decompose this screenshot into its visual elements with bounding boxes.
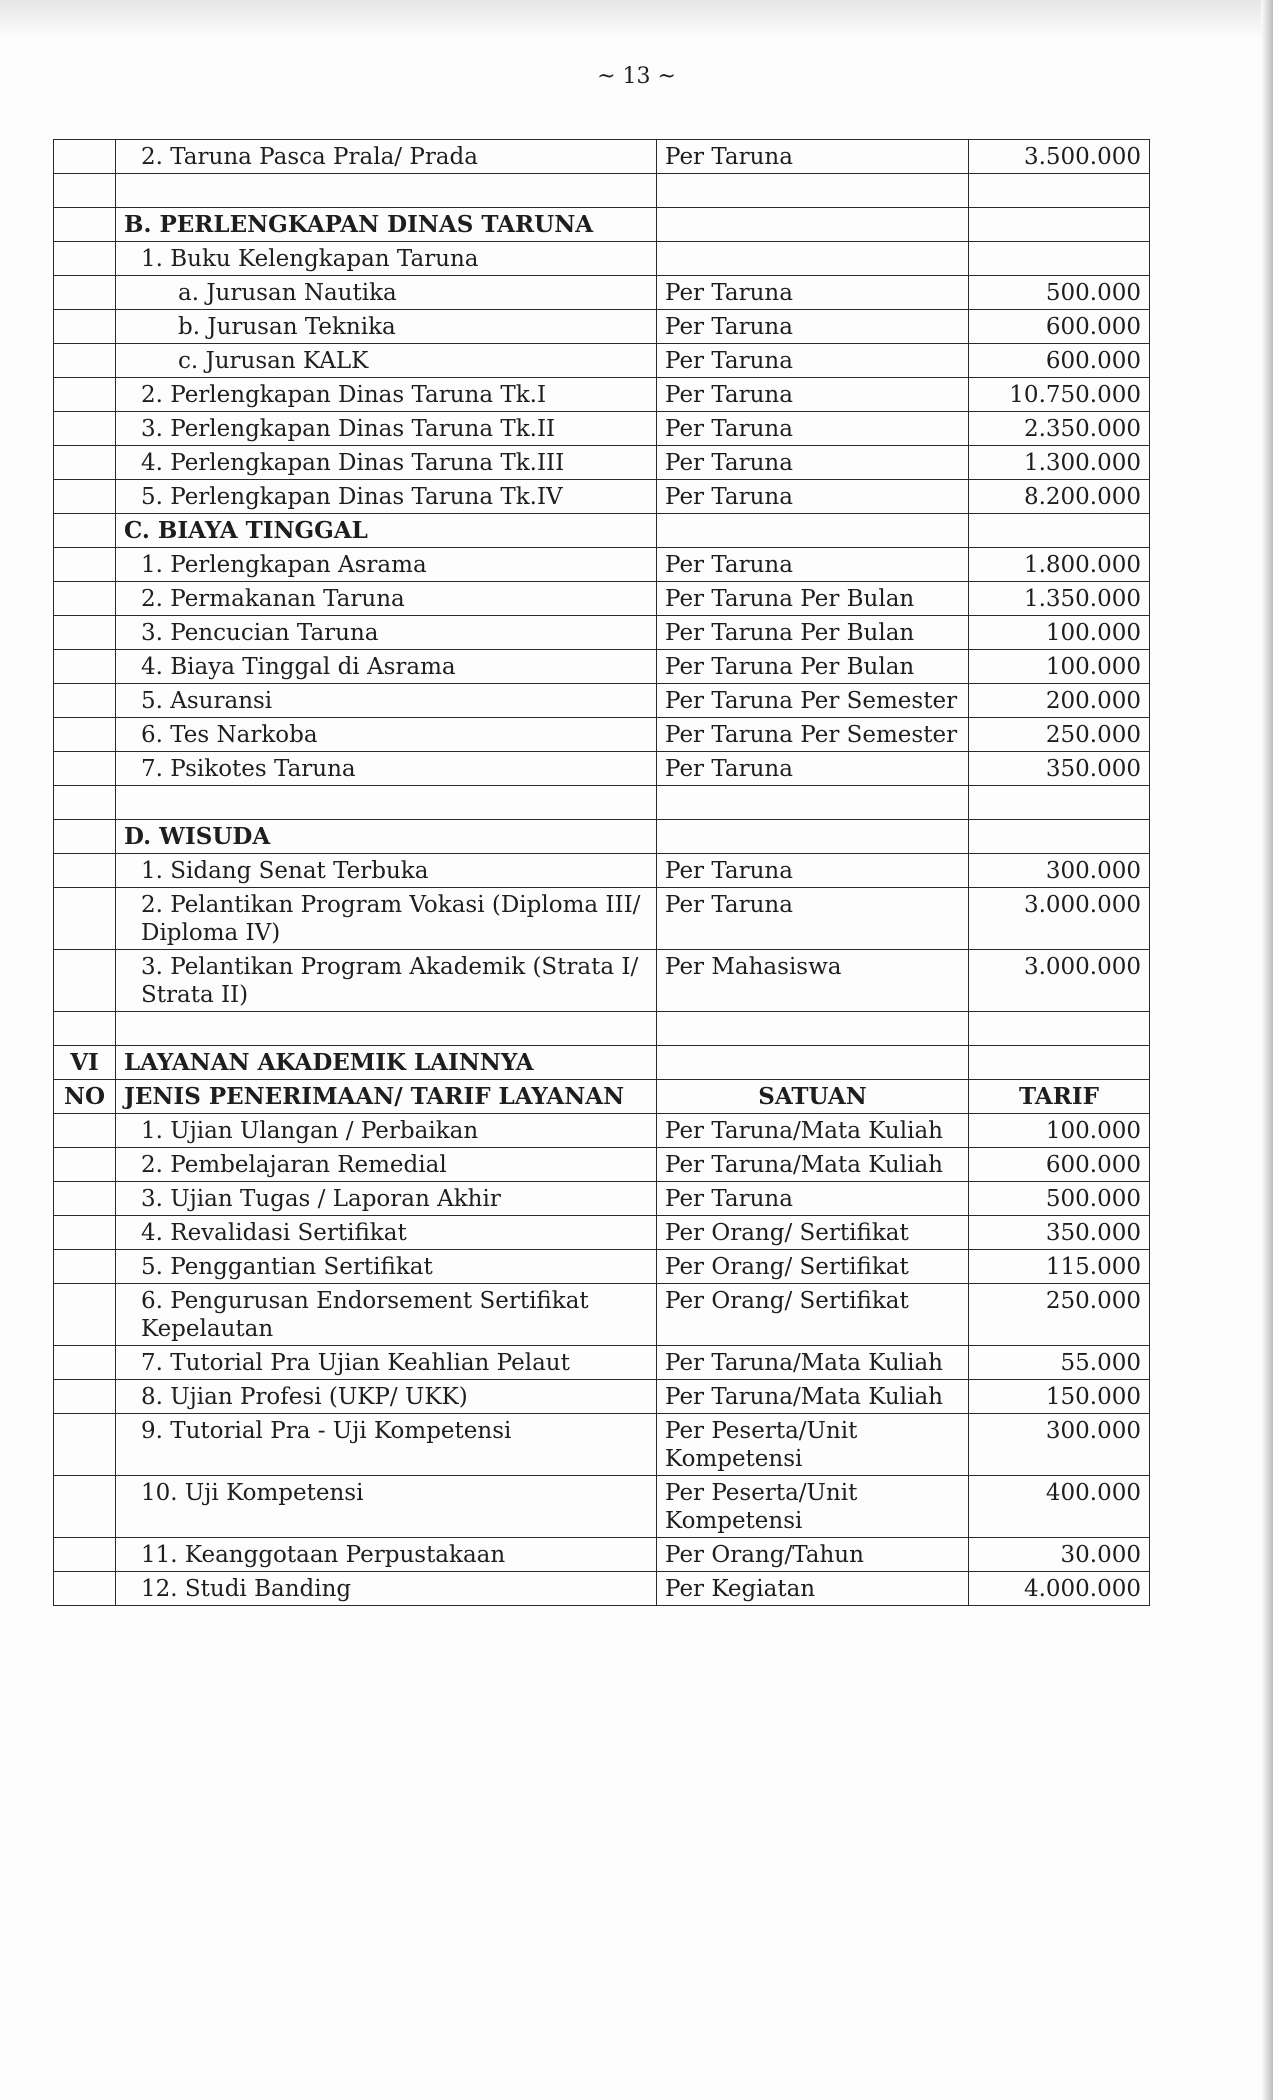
row-item [116, 786, 657, 820]
row-number [54, 684, 116, 718]
row-unit: Per Taruna [657, 548, 969, 582]
table-row [54, 1216, 1150, 1250]
row-rate: 8.200.000 [969, 480, 1150, 514]
row-unit [657, 514, 969, 548]
row-number [54, 310, 116, 344]
row-unit: Per Taruna Per Semester [657, 718, 969, 752]
row-number [54, 242, 116, 276]
table-row [54, 616, 1150, 650]
row-item: C. BIAYA TINGGAL [116, 514, 657, 548]
row-number [54, 548, 116, 582]
row-item: 1. Perlengkapan Asrama [116, 548, 657, 582]
row-unit: Per Taruna [657, 480, 969, 514]
row-item: 3. Ujian Tugas / Laporan Akhir [116, 1182, 657, 1216]
row-rate: 200.000 [969, 684, 1150, 718]
row-unit: Per Taruna Per Bulan [657, 582, 969, 616]
row-item: 2. Perlengkapan Dinas Taruna Tk.I [116, 378, 657, 412]
row-number [54, 276, 116, 310]
row-rate: 100.000 [969, 650, 1150, 684]
row-unit: Per Taruna Per Bulan [657, 616, 969, 650]
row-number [54, 1012, 116, 1046]
row-unit: Per Taruna [657, 140, 969, 174]
row-rate: 350.000 [969, 752, 1150, 786]
row-number [54, 616, 116, 650]
table-row [54, 174, 1150, 208]
scan-right-edge [1261, 0, 1273, 2100]
row-rate: 1.350.000 [969, 582, 1150, 616]
row-number [54, 718, 116, 752]
row-number [54, 1414, 116, 1476]
table-row [54, 1572, 1150, 1606]
row-rate [969, 786, 1150, 820]
row-rate: 115.000 [969, 1250, 1150, 1284]
row-item: 3. Pelantikan Program Akademik (Strata I/ Strata II) [116, 950, 657, 1012]
row-number [54, 514, 116, 548]
row-rate [969, 1012, 1150, 1046]
table-row [54, 1414, 1150, 1476]
row-rate [969, 1046, 1150, 1080]
table-row [54, 888, 1150, 950]
table-row [54, 1250, 1150, 1284]
row-item: 5. Penggantian Sertifikat [116, 1250, 657, 1284]
table-row [54, 1538, 1150, 1572]
header-tarif: TARIF [969, 1080, 1150, 1114]
row-number [54, 446, 116, 480]
row-unit [657, 174, 969, 208]
row-rate [969, 174, 1150, 208]
row-number [54, 786, 116, 820]
table-row [54, 344, 1150, 378]
table-row [54, 378, 1150, 412]
row-number [54, 1250, 116, 1284]
table-row [54, 1046, 1150, 1080]
row-rate [969, 820, 1150, 854]
row-rate: 250.000 [969, 1284, 1150, 1346]
row-unit: Per Taruna [657, 446, 969, 480]
row-unit: Per Taruna [657, 752, 969, 786]
table-row [54, 310, 1150, 344]
table-row [54, 582, 1150, 616]
table-row [54, 412, 1150, 446]
row-rate: 600.000 [969, 344, 1150, 378]
row-item: 4. Biaya Tinggal di Asrama [116, 650, 657, 684]
row-rate: 4.000.000 [969, 1572, 1150, 1606]
table-row [54, 752, 1150, 786]
row-item: b. Jurusan Teknika [116, 310, 657, 344]
row-item: LAYANAN AKADEMIK LAINNYA [116, 1046, 657, 1080]
table-row [54, 1148, 1150, 1182]
row-unit: Per Taruna/Mata Kuliah [657, 1380, 969, 1414]
row-number [54, 888, 116, 950]
table-row [54, 446, 1150, 480]
row-rate [969, 208, 1150, 242]
row-number [54, 1380, 116, 1414]
table-row [54, 1380, 1150, 1414]
fee-table [53, 139, 1150, 1606]
row-unit: Per Taruna/Mata Kuliah [657, 1148, 969, 1182]
row-rate: 10.750.000 [969, 378, 1150, 412]
row-rate: 3.000.000 [969, 950, 1150, 1012]
row-item: 8. Ujian Profesi (UKP/ UKK) [116, 1380, 657, 1414]
row-item: 5. Asuransi [116, 684, 657, 718]
row-rate: 250.000 [969, 718, 1150, 752]
row-rate: 150.000 [969, 1380, 1150, 1414]
row-rate: 600.000 [969, 1148, 1150, 1182]
row-rate: 2.350.000 [969, 412, 1150, 446]
row-number [54, 1114, 116, 1148]
row-item: 7. Tutorial Pra Ujian Keahlian Pelaut [116, 1346, 657, 1380]
table-row [54, 718, 1150, 752]
table-row [54, 140, 1150, 174]
row-item: a. Jurusan Nautika [116, 276, 657, 310]
row-unit: Per Taruna [657, 854, 969, 888]
row-unit [657, 208, 969, 242]
table-row [54, 786, 1150, 820]
table-row [54, 514, 1150, 548]
row-unit: Per Taruna/Mata Kuliah [657, 1346, 969, 1380]
row-item [116, 1012, 657, 1046]
row-item: 7. Psikotes Taruna [116, 752, 657, 786]
row-unit: Per Orang/ Sertifikat [657, 1216, 969, 1250]
row-number [54, 1182, 116, 1216]
row-number [54, 854, 116, 888]
row-item: 4. Revalidasi Sertifikat [116, 1216, 657, 1250]
row-rate: 350.000 [969, 1216, 1150, 1250]
row-number [54, 1216, 116, 1250]
row-unit: Per Taruna [657, 412, 969, 446]
row-rate: 3.000.000 [969, 888, 1150, 950]
page-number: ~ 13 ~ [597, 64, 676, 89]
row-number [54, 752, 116, 786]
fee-table-body-lower [54, 1114, 1150, 1606]
table-row [54, 1114, 1150, 1148]
row-item [116, 174, 657, 208]
table-row [54, 208, 1150, 242]
fee-table-body-upper [54, 140, 1150, 1080]
row-unit [657, 820, 969, 854]
header-jenis: JENIS PENERIMAAN/ TARIF LAYANAN [116, 1080, 657, 1114]
row-item: 4. Perlengkapan Dinas Taruna Tk.III [116, 446, 657, 480]
table-row [54, 950, 1150, 1012]
table-row [54, 1284, 1150, 1346]
table-row [54, 480, 1150, 514]
row-number [54, 174, 116, 208]
row-unit [657, 786, 969, 820]
table-row [54, 1012, 1150, 1046]
table-row [54, 242, 1150, 276]
row-item: 6. Tes Narkoba [116, 718, 657, 752]
row-unit: Per Orang/Tahun [657, 1538, 969, 1572]
row-item: 2. Pembelajaran Remedial [116, 1148, 657, 1182]
row-number: VI [54, 1046, 116, 1080]
row-item: B. PERLENGKAPAN DINAS TARUNA [116, 208, 657, 242]
table-row [54, 1476, 1150, 1538]
row-unit: Per Taruna/Mata Kuliah [657, 1114, 969, 1148]
table-row [54, 1346, 1150, 1380]
row-unit: Per Peserta/Unit Kompetensi [657, 1414, 969, 1476]
row-rate [969, 514, 1150, 548]
row-number [54, 950, 116, 1012]
row-item: 3. Pencucian Taruna [116, 616, 657, 650]
table-row [54, 1182, 1150, 1216]
row-unit: Per Taruna [657, 276, 969, 310]
row-rate: 55.000 [969, 1346, 1150, 1380]
row-item: 2. Permakanan Taruna [116, 582, 657, 616]
row-number [54, 1572, 116, 1606]
row-unit: Per Orang/ Sertifikat [657, 1284, 969, 1346]
row-number [54, 582, 116, 616]
row-unit: Per Orang/ Sertifikat [657, 1250, 969, 1284]
row-unit [657, 242, 969, 276]
row-unit: Per Taruna [657, 888, 969, 950]
table-row [54, 820, 1150, 854]
row-number [54, 140, 116, 174]
row-rate: 500.000 [969, 1182, 1150, 1216]
row-item: 1. Ujian Ulangan / Perbaikan [116, 1114, 657, 1148]
row-number [54, 1476, 116, 1538]
row-unit: Per Taruna Per Bulan [657, 650, 969, 684]
scan-top-shadow [0, 0, 1273, 40]
column-header-row [54, 1080, 1150, 1114]
row-number [54, 820, 116, 854]
row-rate: 400.000 [969, 1476, 1150, 1538]
row-item: 6. Pengurusan Endorsement Sertifikat Kepelautan [116, 1284, 657, 1346]
row-rate: 3.500.000 [969, 140, 1150, 174]
row-rate: 300.000 [969, 854, 1150, 888]
row-rate [969, 242, 1150, 276]
row-rate: 1.800.000 [969, 548, 1150, 582]
row-item: 2. Pelantikan Program Vokasi (Diploma III/ Diploma IV) [116, 888, 657, 950]
header-no: NO [54, 1080, 116, 1114]
table-row [54, 548, 1150, 582]
fee-table-header [54, 1080, 1150, 1114]
row-rate: 300.000 [969, 1414, 1150, 1476]
row-number [54, 650, 116, 684]
row-rate: 30.000 [969, 1538, 1150, 1572]
row-unit: Per Taruna [657, 310, 969, 344]
row-unit [657, 1046, 969, 1080]
row-item: D. WISUDA [116, 820, 657, 854]
row-number [54, 378, 116, 412]
row-rate: 600.000 [969, 310, 1150, 344]
row-rate: 100.000 [969, 1114, 1150, 1148]
header-satuan: SATUAN [657, 1080, 969, 1114]
row-unit: Per Peserta/Unit Kompetensi [657, 1476, 969, 1538]
row-number [54, 344, 116, 378]
row-number [54, 1538, 116, 1572]
row-item: 10. Uji Kompetensi [116, 1476, 657, 1538]
row-item: 1. Buku Kelengkapan Taruna [116, 242, 657, 276]
table-row [54, 684, 1150, 718]
row-item: c. Jurusan KALK [116, 344, 657, 378]
row-item: 12. Studi Banding [116, 1572, 657, 1606]
row-number [54, 480, 116, 514]
table-row [54, 854, 1150, 888]
row-number [54, 1148, 116, 1182]
row-rate: 1.300.000 [969, 446, 1150, 480]
row-item: 1. Sidang Senat Terbuka [116, 854, 657, 888]
table-row [54, 276, 1150, 310]
row-unit [657, 1012, 969, 1046]
row-rate: 500.000 [969, 276, 1150, 310]
row-item: 2. Taruna Pasca Prala/ Prada [116, 140, 657, 174]
row-unit: Per Mahasiswa [657, 950, 969, 1012]
row-unit: Per Taruna Per Semester [657, 684, 969, 718]
row-unit: Per Taruna [657, 344, 969, 378]
row-number [54, 208, 116, 242]
row-unit: Per Taruna [657, 378, 969, 412]
table-row [54, 650, 1150, 684]
row-rate: 100.000 [969, 616, 1150, 650]
row-unit: Per Taruna [657, 1182, 969, 1216]
row-item: 9. Tutorial Pra - Uji Kompetensi [116, 1414, 657, 1476]
row-item: 3. Perlengkapan Dinas Taruna Tk.II [116, 412, 657, 446]
row-item: 11. Keanggotaan Perpustakaan [116, 1538, 657, 1572]
row-number [54, 1346, 116, 1380]
row-number [54, 1284, 116, 1346]
row-item: 5. Perlengkapan Dinas Taruna Tk.IV [116, 480, 657, 514]
row-unit: Per Kegiatan [657, 1572, 969, 1606]
row-number [54, 412, 116, 446]
